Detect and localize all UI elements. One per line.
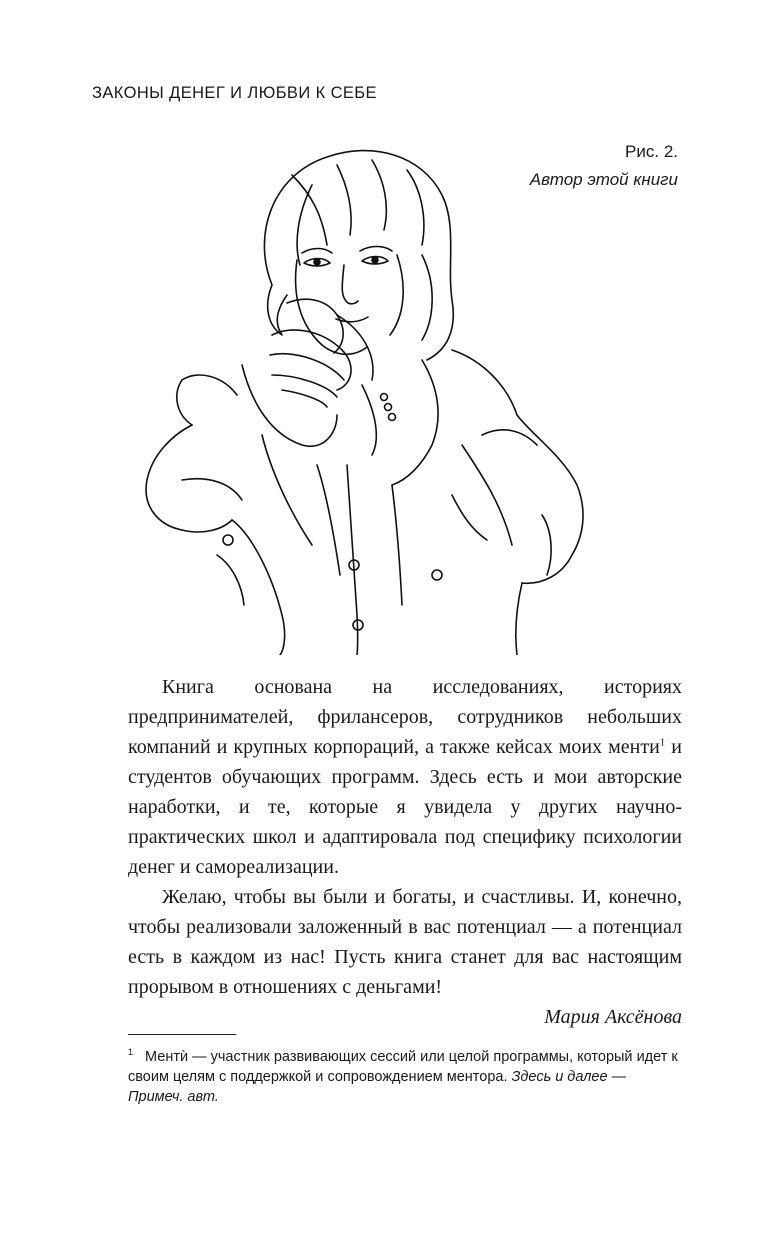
running-head: ЗАКОНЫ ДЕНЕГ И ЛЮБВИ К СЕБЕ xyxy=(92,84,377,102)
hair-outline xyxy=(264,151,453,360)
shirt-collar xyxy=(392,360,438,485)
author-portrait-icon xyxy=(122,135,592,655)
hands xyxy=(287,299,343,353)
footnote-reference[interactable]: 1 xyxy=(659,736,666,749)
paragraph: Книга основана на исследованиях, историях предпринимателей, фрилансеров, сотрудников небольших компаний и крупных корпораций, а также кейсах моих менти$^1$ и студентов обучающих программ. Здесь есть и мои авторские наработки, и те, которые я увидела у других научно-практических школ и адаптировала под специфику психологии денег и самореализации. xyxy=(128,676,683,878)
figure-label: Рис. 2. xyxy=(625,142,678,161)
footnote xyxy=(128,1042,682,1107)
signature: Мария Аксёнова xyxy=(544,1006,682,1028)
hair-left xyxy=(268,285,287,335)
figure-caption-text: Автор этой книги xyxy=(529,170,678,189)
footnote-note: Здесь и далее — Примеч. авт. xyxy=(128,1068,627,1105)
footnote-text: Ментѝ — участник развивающих сессий или целой программы, который идет к своим целям с поддержкой и сопровождением ментора. xyxy=(128,1048,678,1085)
paragraph: Желаю, чтобы вы были и богаты, и счастливы. И, конечно, чтобы реализовали заложенный в вас потенциал — а потенциал есть в каждом из нас! Пусть книга станет для вас настоящим прорывом в отношениях с деньгами! xyxy=(128,886,682,998)
footnote-divider xyxy=(128,1034,236,1035)
body-text xyxy=(128,672,682,1032)
footnote-marker: 1 xyxy=(128,1047,134,1057)
shirt-button xyxy=(223,535,233,545)
face-outline xyxy=(296,260,367,354)
